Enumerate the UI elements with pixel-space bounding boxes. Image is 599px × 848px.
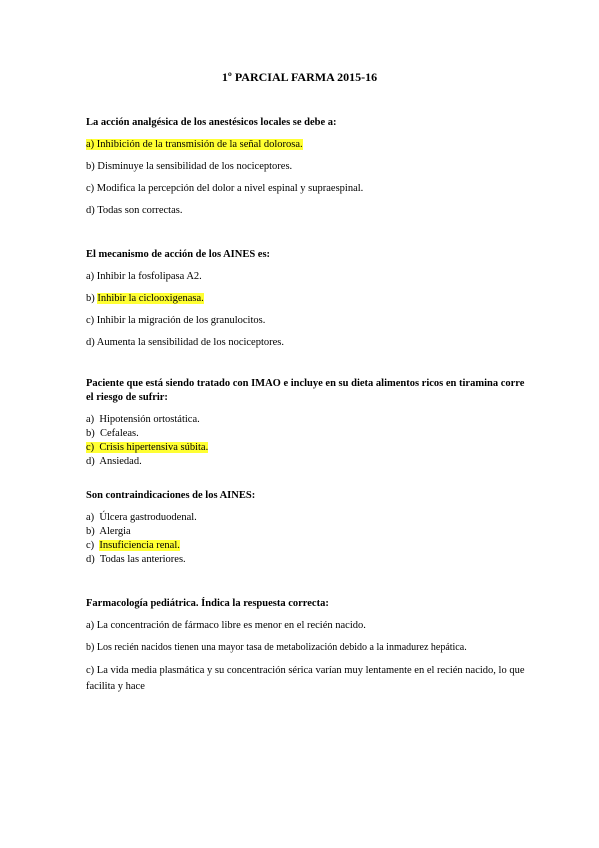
option-label: b) <box>86 428 95 439</box>
question-1 <box>86 116 526 218</box>
option-label: d) <box>86 337 95 348</box>
option-text: Inhibir la migración de los granulocitos. <box>96 315 266 326</box>
option-text: Los recién nacidos tienen una mayor tasa de metabolización debido a la inmadurez hepática. <box>96 642 467 653</box>
option-text: Alergia <box>99 526 131 537</box>
question-text: Son contraindicaciones de los AINES: <box>86 490 256 501</box>
option-c <box>86 182 526 196</box>
option-c <box>86 314 526 328</box>
option-d <box>86 336 526 350</box>
option-label: d) <box>86 456 95 467</box>
option-text: Ansiedad. <box>99 456 142 467</box>
option-text: Crisis hipertensiva súbita. <box>99 442 209 453</box>
option-a <box>86 619 526 633</box>
option-text: Modifica la percepción del dolor a nivel espinal y supraespinal. <box>96 183 364 194</box>
option-label: d) <box>86 205 95 216</box>
option-label: b) <box>86 526 95 537</box>
option-a <box>86 138 526 152</box>
question-text: La acción analgésica de los anestésicos locales se debe a: <box>86 117 337 128</box>
option-text: La concentración de fármaco libre es menor en el recién nacido. <box>96 620 366 631</box>
option-label: a) <box>86 139 95 150</box>
option-label: a) <box>86 620 95 631</box>
option-b <box>86 160 526 174</box>
option-label: c) <box>86 315 95 326</box>
option-label: c) <box>86 442 95 453</box>
option-d <box>86 204 526 218</box>
option-label: c) <box>86 540 95 551</box>
option-label: a) <box>86 512 95 523</box>
option-text: Inhibición de la transmisión de la señal dolorosa. <box>96 139 303 150</box>
option-label: a) <box>86 414 95 425</box>
option-c <box>86 539 526 553</box>
option-b <box>86 641 526 655</box>
question-3 <box>86 377 526 469</box>
option-label: a) <box>86 271 95 282</box>
option-label: c) <box>86 183 95 194</box>
option-label: b) <box>86 161 95 172</box>
option-d <box>86 553 526 567</box>
option-a <box>86 511 526 525</box>
option-text: Úlcera gastroduodenal. <box>99 512 197 523</box>
option-text: Insuficiencia renal. <box>99 540 180 551</box>
option-text: Disminuye la sensibilidad de los nociceptores. <box>97 161 293 172</box>
option-a <box>86 413 526 427</box>
option-b <box>86 427 526 441</box>
question-4 <box>86 489 526 567</box>
question-text: El mecanismo de acción de los AINES es: <box>86 249 271 260</box>
option-label: d) <box>86 554 95 565</box>
option-text: Todas las anteriores. <box>99 554 186 565</box>
option-text: Aumenta la sensibilidad de los nociceptores. <box>96 337 284 348</box>
option-b <box>86 525 526 539</box>
option-c <box>86 441 526 455</box>
option-b <box>86 292 526 306</box>
question-5 <box>86 597 526 695</box>
option-text: Hipotensión ortostática. <box>99 414 200 425</box>
option-label: c) <box>86 665 95 676</box>
option-a <box>86 270 526 284</box>
page-title: 1º PARCIAL FARMA 2015-16 <box>221 70 378 84</box>
option-text: Inhibir la fosfolipasa A2. <box>96 271 202 282</box>
option-d <box>86 455 526 469</box>
option-text: La vida media plasmática y su concentración sérica varían muy lentamente en el recién nacido, lo que facilita y hace <box>86 665 525 692</box>
question-text: Paciente que está siendo tratado con IMAO e incluye en su dieta alimentos ricos en tiramina corre el riesgo de sufrir: <box>86 378 525 403</box>
option-text: Cefaleas. <box>100 428 139 439</box>
option-label: b) <box>86 642 95 653</box>
option-label: b) <box>86 293 95 304</box>
option-c <box>86 663 526 695</box>
option-text: Todas son correctas. <box>97 205 183 216</box>
option-text: Inhibir la ciclooxigenasa. <box>97 293 204 304</box>
question-text: Farmacología pediátrica. Índica la respuesta correcta: <box>86 598 329 609</box>
question-2 <box>86 248 526 350</box>
